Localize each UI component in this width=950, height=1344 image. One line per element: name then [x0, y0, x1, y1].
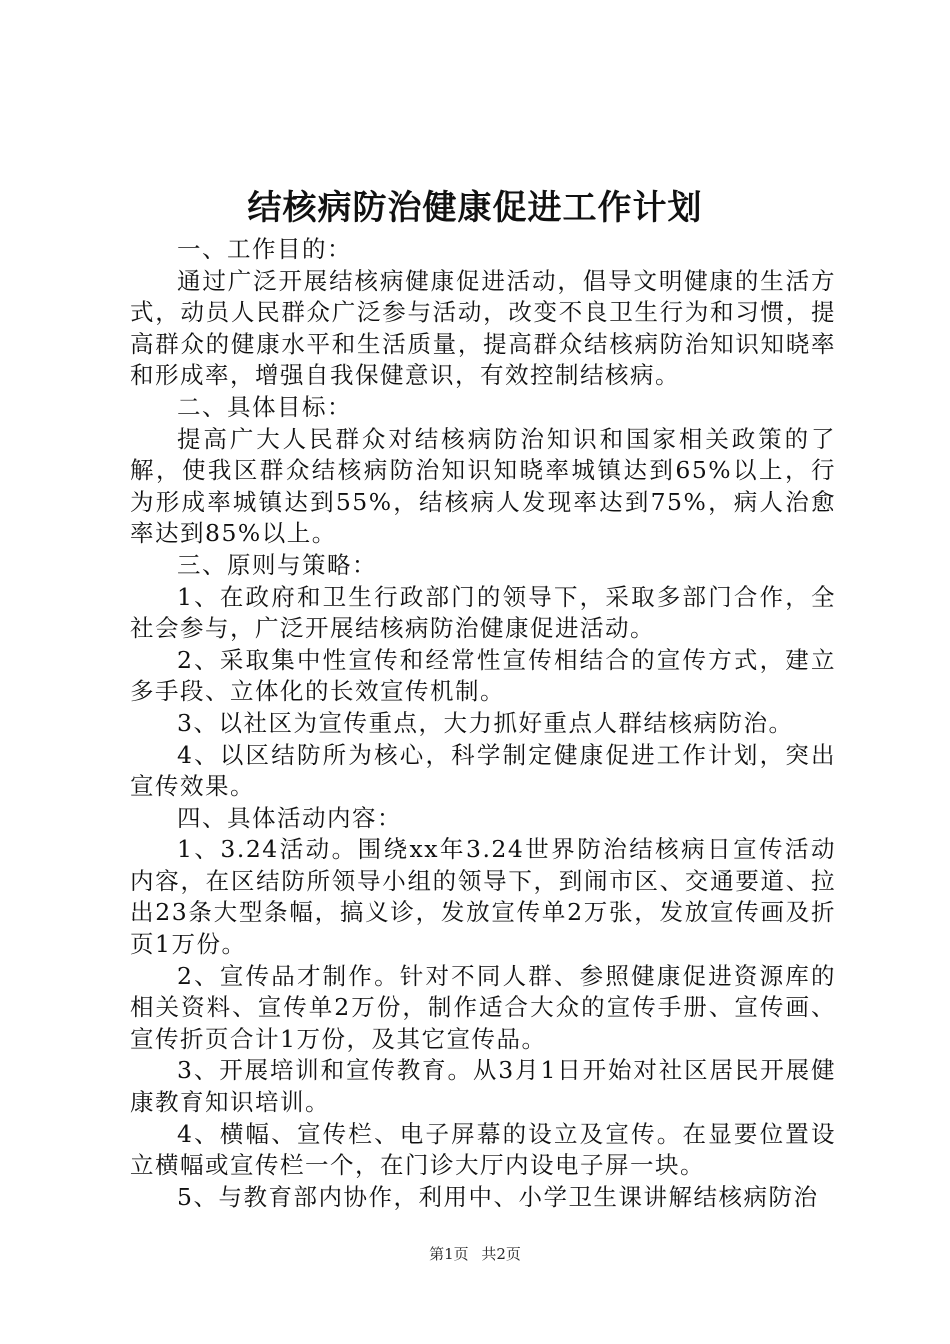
paragraph-principle-4: 4、以区结防所为核心，科学制定健康促进工作计划，突出宣传效果。: [130, 740, 836, 801]
paragraph-principle-3: 3、以社区为宣传重点，大力抓好重点人群结核病防治。: [177, 708, 794, 737]
page-total: 共2页: [481, 1245, 521, 1263]
document-body: [130, 234, 836, 1213]
paragraph-activity-1: 1、3.24活动。围绕xx年3.24世界防治结核病日宣传活动内容，在区结防所领导小组的领导下，到闹市区、交通要道、拉出23条大型条幅，搞义诊，发放宣传单2万张，发放宣传画及折页1万份。: [130, 835, 836, 959]
paragraph-goals: 提高广大人民群众对结核病防治知识和国家相关政策的了解，使我区群众结核病防治知识知晓率城镇达到65%以上，行为形成率城镇达到55%，结核病人发现率达到75%，病人治愈率达到85%以上。: [130, 424, 836, 548]
paragraph-principle-2: 2、采取集中性宣传和经常性宣传相结合的宣传方式，建立多手段、立体化的长效宣传机制。: [130, 645, 836, 706]
section-heading-principles: 三、原则与策略：: [177, 550, 377, 579]
page-footer: [0, 1244, 950, 1264]
document-title: 结核病防治健康促进工作计划: [247, 188, 703, 228]
paragraph-activity-2: 2、宣传品才制作。针对不同人群、参照健康促进资源库的相关资料、宣传单2万份，制作适合大众的宣传手册、宣传画、宣传折页合计1万份，及其它宣传品。: [130, 961, 836, 1053]
page-number: 第1页: [429, 1245, 469, 1263]
paragraph-activity-3: 3、开展培训和宣传教育。从3月1日开始对社区居民开展健康教育知识培训。: [130, 1056, 836, 1117]
paragraph-activity-4: 4、横幅、宣传栏、电子屏幕的设立及宣传。在显要位置设立横幅或宣传栏一个，在门诊大厅内设电子屏一块。: [130, 1119, 836, 1180]
paragraph-principle-1: 1、在政府和卫生行政部门的领导下，采取多部门合作，全社会参与，广泛开展结核病防治健康促进活动。: [130, 582, 836, 643]
section-heading-activities: 四、具体活动内容：: [177, 803, 402, 832]
section-heading-purpose: 一、工作目的：: [177, 235, 352, 263]
paragraph-purpose: 通过广泛开展结核病健康促进活动，倡导文明健康的生活方式，动员人民群众广泛参与活动，改变不良卫生行为和习惯，提高群众的健康水平和生活质量，提高群众结核病防治知识知晓率和形成率，增强自我保健意识，有效控制结核病。: [130, 266, 836, 390]
paragraph-activity-5: 5、与教育部内协作，利用中、小学卫生课讲解结核病防治: [177, 1182, 819, 1211]
section-heading-goals: 二、具体目标：: [177, 392, 352, 421]
